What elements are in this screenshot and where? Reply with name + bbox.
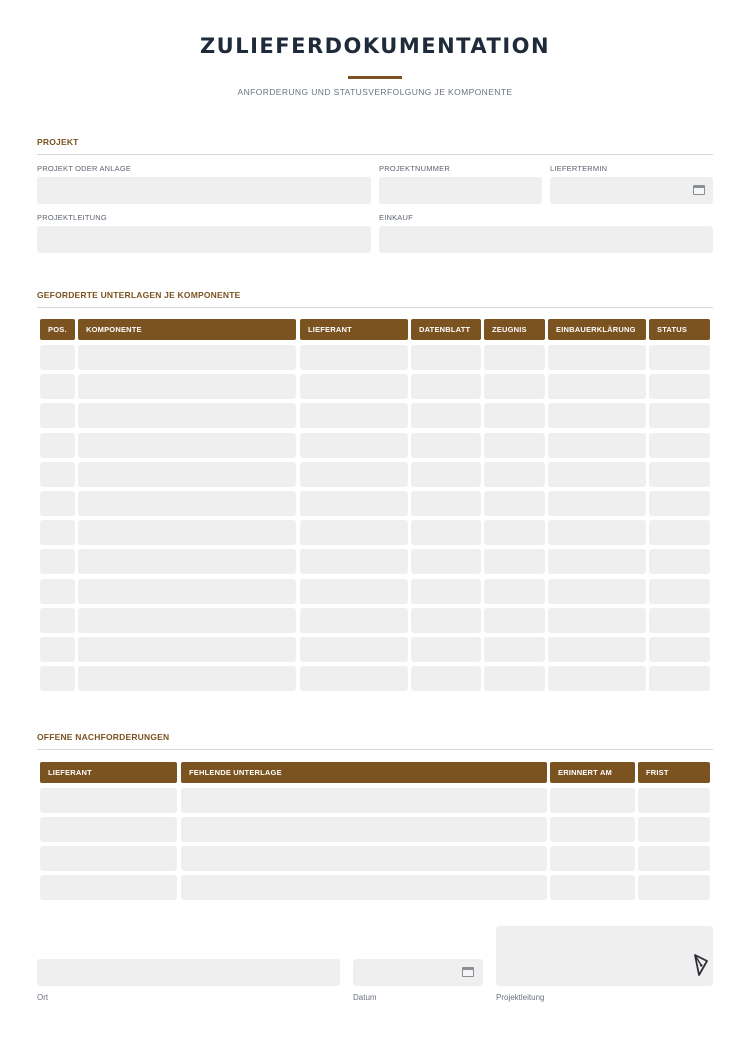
table-cell[interactable]: [78, 608, 296, 633]
table-cell[interactable]: [300, 637, 408, 662]
table-cell[interactable]: [300, 608, 408, 633]
table-cell[interactable]: [484, 579, 545, 604]
table-cell[interactable]: [78, 520, 296, 545]
table-cell[interactable]: [78, 345, 296, 370]
table-cell[interactable]: [548, 549, 646, 574]
projekt-oder-anlage-field[interactable]: [37, 177, 371, 204]
table-cell[interactable]: [300, 433, 408, 458]
table-cell[interactable]: [300, 403, 408, 428]
table-cell[interactable]: [40, 345, 75, 370]
table-cell[interactable]: [40, 374, 75, 399]
table-cell[interactable]: [548, 520, 646, 545]
table-cell[interactable]: [484, 345, 545, 370]
column-header: FRIST: [638, 762, 710, 783]
table-cell[interactable]: [548, 579, 646, 604]
table-cell[interactable]: [638, 817, 710, 842]
table-cell[interactable]: [484, 549, 545, 574]
table-cell[interactable]: [78, 491, 296, 516]
ort-label: Ort: [37, 993, 49, 1002]
table-cell[interactable]: [300, 666, 408, 691]
table-cell[interactable]: [40, 608, 75, 633]
table-cell[interactable]: [649, 666, 710, 691]
column-header: LIEFERANT: [40, 762, 177, 783]
table-cell[interactable]: [40, 579, 75, 604]
table-cell[interactable]: [649, 374, 710, 399]
label-liefertermin: LIEFERTERMIN: [550, 164, 608, 173]
table-cell[interactable]: [411, 491, 481, 516]
column-header: EINBAUERKLÄRUNG: [548, 319, 646, 340]
table-cell[interactable]: [411, 462, 481, 487]
table-cell[interactable]: [649, 403, 710, 428]
table-cell[interactable]: [40, 846, 177, 871]
table-cell[interactable]: [40, 666, 75, 691]
table-cell[interactable]: [300, 462, 408, 487]
table-cell[interactable]: [548, 345, 646, 370]
column-header: ZEUGNIS: [484, 319, 545, 340]
table-cell[interactable]: [649, 637, 710, 662]
table-cell[interactable]: [649, 462, 710, 487]
table-cell[interactable]: [649, 549, 710, 574]
label-projektleitung: PROJEKTLEITUNG: [37, 213, 107, 222]
table-cell[interactable]: [78, 549, 296, 574]
column-header: POS.: [40, 319, 75, 340]
table-cell[interactable]: [78, 637, 296, 662]
table-cell[interactable]: [78, 374, 296, 399]
table-cell[interactable]: [638, 875, 710, 900]
table-cell[interactable]: [40, 637, 75, 662]
table-cell[interactable]: [78, 433, 296, 458]
column-header: KOMPONENTE: [78, 319, 296, 340]
calendar-icon[interactable]: [693, 185, 705, 195]
table-cell[interactable]: [550, 875, 635, 900]
projektleitung-label: Projektleitung: [496, 993, 545, 1002]
table-cell[interactable]: [484, 403, 545, 428]
table-cell[interactable]: [484, 608, 545, 633]
table-cell[interactable]: [548, 403, 646, 428]
table-cell[interactable]: [411, 520, 481, 545]
table-cell[interactable]: [411, 549, 481, 574]
table-cell[interactable]: [300, 345, 408, 370]
table-cell[interactable]: [181, 817, 547, 842]
table-cell[interactable]: [548, 433, 646, 458]
label-projekt-oder-anlage: PROJEKT ODER ANLAGE: [37, 164, 132, 173]
table-cell[interactable]: [181, 846, 547, 871]
table-cell[interactable]: [484, 491, 545, 516]
table-cell[interactable]: [300, 549, 408, 574]
table-cell[interactable]: [40, 788, 177, 813]
table-cell[interactable]: [78, 579, 296, 604]
table-cell[interactable]: [484, 462, 545, 487]
table-cell[interactable]: [181, 875, 547, 900]
column-header: STATUS: [649, 319, 710, 340]
table-cell[interactable]: [550, 817, 635, 842]
table-cell[interactable]: [40, 491, 75, 516]
signature-field[interactable]: [496, 926, 713, 986]
table-cell[interactable]: [40, 520, 75, 545]
table-cell[interactable]: [649, 579, 710, 604]
table-cell[interactable]: [649, 608, 710, 633]
table-cell[interactable]: [40, 875, 177, 900]
table-cell[interactable]: [78, 462, 296, 487]
table-cell[interactable]: [411, 433, 481, 458]
table-cell[interactable]: [40, 549, 75, 574]
table-cell[interactable]: [548, 666, 646, 691]
table-cell[interactable]: [548, 608, 646, 633]
table-cell[interactable]: [411, 403, 481, 428]
table-cell[interactable]: [411, 345, 481, 370]
table-cell[interactable]: [181, 788, 547, 813]
pen-nib-icon: [693, 954, 709, 976]
table-cell[interactable]: [300, 579, 408, 604]
table-cell[interactable]: [649, 520, 710, 545]
table-cell[interactable]: [40, 817, 177, 842]
table-cell[interactable]: [638, 846, 710, 871]
label-projektnummer: PROJEKTNUMMER: [379, 164, 450, 173]
table-cell[interactable]: [484, 374, 545, 399]
table-cell[interactable]: [300, 374, 408, 399]
section-heading-komponenten: GEFORDERTE UNTERLAGEN JE KOMPONENTE: [37, 290, 713, 308]
table-cell[interactable]: [411, 637, 481, 662]
table-cell[interactable]: [484, 433, 545, 458]
table-cell[interactable]: [411, 608, 481, 633]
label-einkauf: EINKAUF: [379, 213, 413, 222]
table-cell[interactable]: [550, 846, 635, 871]
liefertermin-field[interactable]: [550, 177, 713, 204]
datum-label: Datum: [353, 993, 377, 1002]
table-cell[interactable]: [649, 491, 710, 516]
table-cell[interactable]: [638, 788, 710, 813]
table-cell[interactable]: [40, 462, 75, 487]
table-cell[interactable]: [484, 666, 545, 691]
column-header: ERINNERT AM: [550, 762, 635, 783]
table-cell[interactable]: [40, 433, 75, 458]
table-cell[interactable]: [649, 345, 710, 370]
table-cell[interactable]: [300, 491, 408, 516]
table-cell[interactable]: [411, 374, 481, 399]
table-cell[interactable]: [548, 637, 646, 662]
ort-field[interactable]: [37, 959, 340, 986]
table-cell[interactable]: [300, 520, 408, 545]
page-title: ZULIEFERDOKUMENTATION: [199, 34, 551, 58]
section-heading-nachforderungen: OFFENE NACHFORDERUNGEN: [37, 732, 713, 750]
column-header: FEHLENDE UNTERLAGE: [181, 762, 547, 783]
table-cell[interactable]: [411, 579, 481, 604]
table-cell[interactable]: [78, 403, 296, 428]
table-cell[interactable]: [548, 491, 646, 516]
column-header: DATENBLATT: [411, 319, 481, 340]
einkauf-field[interactable]: [379, 226, 713, 253]
table-cell[interactable]: [78, 666, 296, 691]
table-cell[interactable]: [550, 788, 635, 813]
table-cell[interactable]: [411, 666, 481, 691]
table-cell[interactable]: [548, 462, 646, 487]
title-underline: [348, 76, 402, 79]
calendar-icon[interactable]: [462, 967, 474, 977]
table-cell[interactable]: [484, 637, 545, 662]
table-cell[interactable]: [649, 433, 710, 458]
projektleitung-field[interactable]: [37, 226, 371, 253]
projektnummer-field[interactable]: [379, 177, 542, 204]
table-cell[interactable]: [548, 374, 646, 399]
column-header: LIEFERANT: [300, 319, 408, 340]
page-subtitle: ANFORDERUNG UND STATUSVERFOLGUNG JE KOMPONENTE: [237, 87, 513, 97]
table-cell[interactable]: [40, 403, 75, 428]
table-cell[interactable]: [484, 520, 545, 545]
section-heading-projekt: PROJEKT: [37, 137, 713, 155]
